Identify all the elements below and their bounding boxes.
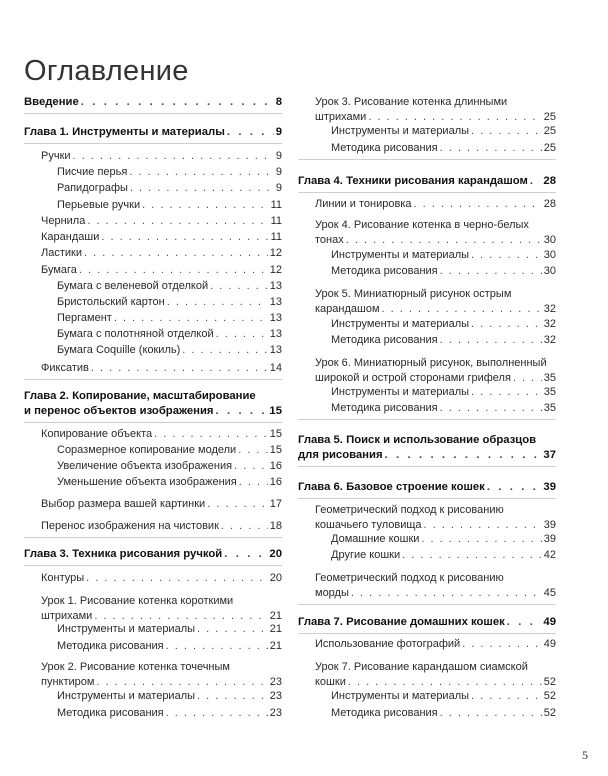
toc-entry-page: 11 — [270, 199, 282, 211]
toc-entry-page: 37 — [543, 449, 556, 461]
dot-leader — [197, 622, 268, 637]
toc-entry-page: 12 — [269, 264, 282, 276]
toc-entry-page: 18 — [269, 520, 282, 532]
toc-entry — [24, 198, 282, 213]
toc-entry-page: 25 — [543, 111, 556, 123]
toc-entry-page: 23 — [269, 707, 282, 719]
toc-entry — [298, 287, 556, 317]
toc-entry — [24, 443, 282, 458]
dot-leader — [239, 475, 268, 490]
toc-entry-label: широкой и острой сторонами грифеля — [315, 372, 511, 384]
toc-entry-page: 39 — [543, 519, 556, 531]
dot-leader — [207, 497, 268, 512]
toc-entry — [24, 475, 282, 490]
toc-entry-page: 39 — [543, 481, 556, 493]
toc-entry — [24, 519, 282, 534]
toc-entry-page: 11 — [270, 215, 282, 227]
toc-entry-page: 13 — [269, 344, 282, 356]
toc-entry — [24, 165, 282, 180]
dot-leader — [96, 675, 267, 690]
dot-leader — [166, 706, 268, 721]
toc-entry — [298, 571, 556, 601]
toc-entry-label: Инструменты и материалы — [57, 623, 196, 635]
section-divider — [298, 633, 556, 634]
toc-entry-label-line1: Урок 1. Рисование котенка короткими — [41, 595, 234, 607]
toc-entry-label: Инструменты и материалы — [331, 318, 470, 330]
dot-leader — [142, 198, 268, 213]
toc-entry-label: Линии и тонировка — [315, 198, 412, 210]
toc-entry-page: 12 — [269, 247, 282, 259]
dot-leader — [471, 248, 542, 263]
dot-leader — [507, 615, 542, 630]
toc-entry — [24, 311, 282, 326]
dot-leader — [221, 519, 268, 534]
dot-leader — [368, 110, 541, 125]
toc-entry — [298, 532, 556, 547]
toc-entry-label: морды — [315, 587, 349, 599]
toc-entry-page: 21 — [269, 623, 282, 635]
dot-leader — [87, 214, 268, 229]
toc-entry-label: Использование фотографий — [315, 638, 461, 650]
toc-entry-page: 13 — [269, 296, 282, 308]
toc-entry — [24, 660, 282, 690]
toc-chapter-entry — [298, 615, 556, 630]
toc-entry — [298, 706, 556, 721]
toc-entry-page: 21 — [269, 640, 282, 652]
toc-entry-page: 32 — [543, 318, 556, 330]
toc-entry — [298, 356, 556, 386]
toc-entry-page: 9 — [275, 182, 282, 194]
dot-leader — [421, 532, 541, 547]
toc-entry-page: 35 — [543, 372, 556, 384]
dot-leader — [129, 165, 274, 180]
section-divider — [298, 604, 556, 605]
dot-leader — [224, 547, 267, 562]
toc-entry-label: штрихами — [315, 111, 367, 123]
toc-chapter-entry — [298, 480, 556, 495]
toc-entry-label-line1: Урок 7. Рисование карандашом сиамской — [315, 661, 528, 673]
toc-chapter-entry — [24, 547, 282, 562]
toc-entry — [298, 197, 556, 212]
toc-entry-page: 35 — [543, 402, 556, 414]
toc-entry — [24, 343, 282, 358]
toc-chapter-entry — [298, 433, 556, 463]
toc-entry-label: Пергамент — [57, 312, 112, 324]
toc-entry-page: 20 — [269, 548, 282, 560]
dot-leader — [216, 327, 268, 342]
dot-leader — [91, 361, 268, 376]
toc-entry-label: Карандаши — [41, 231, 100, 243]
toc-entry-page: 13 — [269, 312, 282, 324]
section-divider — [24, 113, 282, 114]
toc-entry-label-line1: Геометрический подход к рисованию — [315, 572, 504, 584]
toc-entry-label: Глава 7. Рисование домашних кошек — [298, 616, 505, 628]
toc-entry-label-line1: Урок 6. Миниатюрный рисунок, выполненный — [315, 357, 547, 369]
toc-entry-label: кошки — [315, 676, 346, 688]
toc-entry — [298, 124, 556, 139]
toc-entry — [298, 218, 556, 248]
toc-entry — [298, 317, 556, 332]
toc-entry-page: 11 — [270, 231, 282, 243]
toc-entry-label-line1: Урок 3. Рисование котенка длинными — [315, 96, 508, 108]
toc-entry — [298, 637, 556, 652]
dot-leader — [440, 264, 542, 279]
toc-entry — [298, 141, 556, 156]
toc-entry-page: 15 — [269, 428, 282, 440]
section-divider — [24, 143, 282, 144]
dot-leader — [234, 459, 268, 474]
toc-entry-label: Методика рисования — [331, 265, 438, 277]
toc-entry — [24, 639, 282, 654]
dot-leader — [130, 181, 274, 196]
toc-entry-label: Бристольский картон — [57, 296, 165, 308]
toc-entry-label: Ластики — [41, 247, 82, 259]
dot-leader — [513, 371, 542, 386]
toc-entry — [24, 214, 282, 229]
section-divider — [298, 159, 556, 160]
dot-leader — [238, 443, 268, 458]
toc-entry-page: 52 — [543, 707, 556, 719]
toc-entry-label: Перьевые ручки — [57, 199, 141, 211]
section-divider — [24, 565, 282, 566]
dot-leader — [382, 302, 542, 317]
toc-entry — [24, 459, 282, 474]
toc-chapter-entry — [298, 174, 556, 189]
toc-entry-page: 52 — [543, 690, 556, 702]
dot-leader — [73, 149, 274, 164]
toc-entry-page: 35 — [543, 386, 556, 398]
dot-leader — [440, 401, 542, 416]
toc-entry — [298, 264, 556, 279]
toc-entry-label: Писчие перья — [57, 166, 128, 178]
toc-entry — [24, 246, 282, 261]
toc-entry-page: 25 — [543, 142, 556, 154]
toc-entry-page: 52 — [543, 676, 556, 688]
toc-entry-page: 20 — [269, 572, 282, 584]
dot-leader — [414, 197, 542, 212]
toc-entry-label: для рисования — [298, 449, 383, 461]
toc-entry-page: 28 — [543, 175, 556, 187]
toc-entry-label: Другие кошки — [331, 549, 401, 561]
toc-entry — [24, 689, 282, 704]
toc-entry — [298, 95, 556, 125]
toc-entry-page: 15 — [269, 444, 282, 456]
dot-leader — [487, 480, 542, 495]
dot-leader — [530, 174, 542, 189]
toc-entry-page: 28 — [543, 198, 556, 210]
toc-entry-page: 30 — [543, 249, 556, 261]
dot-leader — [440, 333, 542, 348]
toc-entry-label: Контуры — [41, 572, 85, 584]
dot-leader — [471, 385, 542, 400]
toc-entry-page: 9 — [275, 150, 282, 162]
section-divider — [298, 192, 556, 193]
dot-leader — [215, 404, 267, 419]
toc-entry-label: Методика рисования — [57, 640, 164, 652]
toc-entry-page: 14 — [269, 362, 282, 374]
toc-chapter-entry — [24, 125, 282, 140]
toc-entry — [24, 295, 282, 310]
toc-entry — [24, 497, 282, 512]
dot-leader — [154, 427, 268, 442]
toc-entry-label: Бумага с полотняной отделкой — [57, 328, 214, 340]
toc-chapter-entry — [24, 95, 282, 110]
toc-entry-label-line1: Глава 2. Копирование, масштабирование — [24, 390, 256, 402]
toc-entry-page: 32 — [543, 303, 556, 315]
toc-entry-page: 9 — [275, 126, 282, 138]
page-number: 5 — [582, 748, 588, 762]
toc-entry — [24, 149, 282, 164]
toc-entry-label: Введение — [24, 96, 79, 108]
toc-entry-label: Методика рисования — [331, 402, 438, 414]
dot-leader — [348, 675, 542, 690]
toc-entry — [24, 279, 282, 294]
toc-entry-label: Инструменты и материалы — [331, 125, 470, 137]
toc-entry-page: 30 — [543, 265, 556, 277]
dot-leader — [462, 637, 542, 652]
toc-entry-label-line1: Урок 4. Рисование котенка в черно-белых — [315, 219, 529, 231]
toc-entry-label: карандашом — [315, 303, 380, 315]
toc-entry-page: 42 — [543, 549, 556, 561]
toc-entry-page: 21 — [269, 610, 282, 622]
toc-chapter-entry — [24, 389, 282, 419]
toc-entry-label: Бумага с веленевой отделкой — [57, 280, 209, 292]
dot-leader — [210, 279, 268, 294]
section-divider — [24, 379, 282, 380]
dot-leader — [346, 233, 542, 248]
toc-entry-page: 9 — [275, 166, 282, 178]
toc-entry-label: Методика рисования — [331, 142, 438, 154]
toc-entry — [24, 594, 282, 624]
toc-entry — [298, 503, 556, 533]
dot-leader — [424, 518, 542, 533]
toc-entry — [298, 660, 556, 690]
toc-entry-label-line1: Глава 5. Поиск и использование образцов — [298, 434, 537, 446]
dot-leader — [167, 295, 268, 310]
dot-leader — [166, 639, 268, 654]
toc-entry-page: 39 — [543, 533, 556, 545]
toc-entry — [24, 263, 282, 278]
toc-entry-label: и перенос объектов изображения — [24, 405, 214, 417]
dot-leader — [471, 317, 542, 332]
toc-entry-label: Перенос изображения на чистовик — [41, 520, 219, 532]
dot-leader — [182, 343, 267, 358]
toc-entry-page: 49 — [543, 638, 556, 650]
toc-entry-page: 49 — [543, 616, 556, 628]
toc-entry — [24, 181, 282, 196]
toc-entry-page: 45 — [543, 587, 556, 599]
dot-leader — [440, 141, 542, 156]
toc-entry-page: 8 — [275, 96, 282, 108]
toc-entry-label: Выбор размера вашей картинки — [41, 498, 206, 510]
dot-leader — [197, 689, 268, 704]
toc-entry-label: Глава 6. Базовое строение кошек — [298, 481, 485, 493]
toc-entry-label: Инструменты и материалы — [57, 690, 196, 702]
toc-entry-label-line1: Геометрический подход к рисованию — [315, 504, 504, 516]
toc-entry-label-line1: Урок 5. Миниатюрный рисунок острым — [315, 288, 512, 300]
toc-entry — [24, 327, 282, 342]
toc-entry-page: 17 — [269, 498, 282, 510]
toc-entry-label: пунктиром — [41, 676, 95, 688]
toc-entry — [298, 248, 556, 263]
toc-entry-label: Методика рисования — [57, 707, 164, 719]
toc-entry-label: Инструменты и материалы — [331, 386, 470, 398]
toc-entry — [298, 689, 556, 704]
toc-entry — [24, 622, 282, 637]
dot-leader — [79, 263, 268, 278]
page-title: Оглавление — [24, 55, 189, 88]
section-divider — [298, 466, 556, 467]
toc-entry — [24, 230, 282, 245]
toc-entry-label: Чернила — [41, 215, 86, 227]
toc-entry-page: 23 — [269, 676, 282, 688]
toc-entry-page: 16 — [269, 476, 282, 488]
toc-entry-page: 13 — [269, 328, 282, 340]
dot-leader — [101, 230, 268, 245]
section-divider — [24, 422, 282, 423]
toc-entry — [24, 706, 282, 721]
dot-leader — [402, 548, 542, 563]
toc-entry-label: Инструменты и материалы — [331, 690, 470, 702]
toc-entry-page: 23 — [269, 690, 282, 702]
toc-entry-page: 30 — [543, 234, 556, 246]
toc-entry-label: кошачьего туловища — [315, 519, 422, 531]
dot-leader — [84, 246, 268, 261]
toc-entry-label: Копирование объекта — [41, 428, 153, 440]
toc-entry-page: 13 — [269, 280, 282, 292]
toc-entry-label: Увеличение объекта изображения — [57, 460, 233, 472]
toc-entry-label: Уменьшение объекта изображения — [57, 476, 237, 488]
toc-entry-page: 32 — [543, 334, 556, 346]
toc-entry — [24, 361, 282, 376]
toc-entry — [298, 548, 556, 563]
section-divider — [298, 419, 556, 420]
toc-entry — [298, 385, 556, 400]
toc-entry-label: Методика рисования — [331, 707, 438, 719]
toc-entry-label: Глава 1. Инструменты и материалы — [24, 126, 225, 138]
toc-entry-label: Бумага — [41, 264, 77, 276]
toc-entry-label: Глава 4. Техники рисования карандашом — [298, 175, 528, 187]
dot-leader — [471, 689, 542, 704]
toc-entry-label: Глава 3. Техника рисования ручкой — [24, 548, 223, 560]
toc-entry — [24, 571, 282, 586]
section-divider — [298, 498, 556, 499]
dot-leader — [86, 571, 268, 586]
toc-entry-label: Домашние кошки — [331, 533, 420, 545]
toc-entry-label: Бумага Coquille (кокиль) — [57, 344, 181, 356]
dot-leader — [440, 706, 542, 721]
toc-entry-label: Инструменты и материалы — [331, 249, 470, 261]
toc-entry-label: Методика рисования — [331, 334, 438, 346]
dot-leader — [114, 311, 268, 326]
toc-entry-label: Соразмерное копирование модели — [57, 444, 237, 456]
dot-leader — [351, 586, 542, 601]
section-divider — [24, 537, 282, 538]
toc-entry-label: тонах — [315, 234, 344, 246]
toc-entry-label-line1: Урок 2. Рисование котенка точечным — [41, 661, 230, 673]
toc-entry-label: Фиксатив — [41, 362, 89, 374]
toc-entry-label: штрихами — [41, 610, 93, 622]
dot-leader — [385, 448, 542, 463]
dot-leader — [471, 124, 542, 139]
toc-entry — [24, 427, 282, 442]
toc-entry-page: 15 — [269, 405, 282, 417]
dot-leader — [227, 125, 274, 140]
toc-entry-page: 16 — [269, 460, 282, 472]
toc-entry-label: Ручки — [41, 150, 71, 162]
dot-leader — [81, 95, 274, 110]
toc-entry-label: Рапидографы — [57, 182, 128, 194]
toc-entry — [298, 401, 556, 416]
toc-entry — [298, 333, 556, 348]
toc-entry-page: 25 — [543, 125, 556, 137]
